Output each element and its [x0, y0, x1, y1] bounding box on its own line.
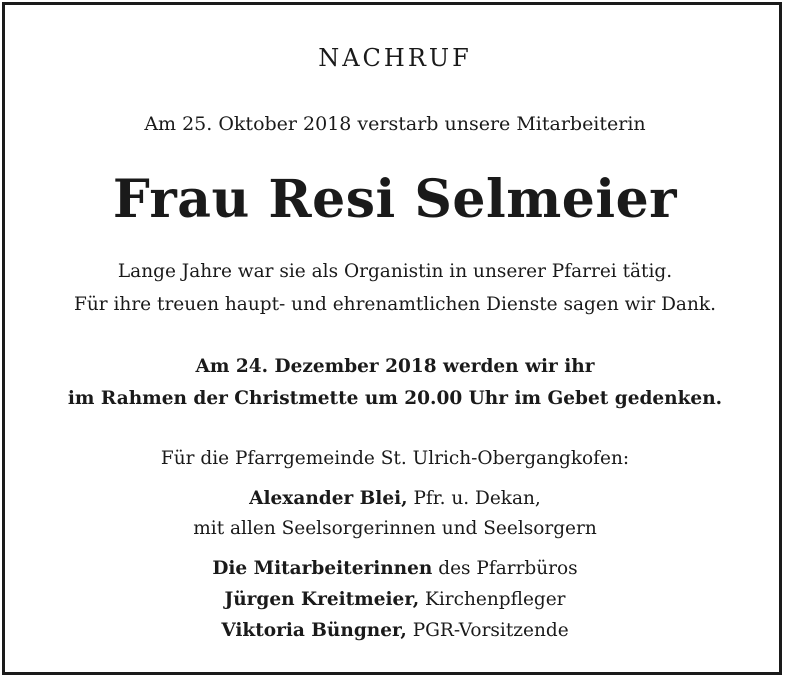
- signatory-pastor: [0, 487, 790, 511]
- tribute-line-2: Für ihre treuen haupt- und ehrenamtlichen Dienste sagen wir Dank.: [74, 294, 716, 315]
- deceased-name: Frau Resi Selmeier: [112, 169, 678, 230]
- signatory-name: Die Mitarbeiterinnen: [212, 558, 433, 579]
- tribute-line-1: Lange Jahre war sie als Organistin in unserer Pfarrei tätig.: [117, 261, 673, 282]
- memorial-line-1: Am 24. Dezember 2018 werden wir ihr: [195, 356, 595, 377]
- signatory-council-chair: [0, 619, 790, 643]
- signatory-name: Viktoria Büngner,: [221, 620, 407, 641]
- notice-heading: NACHRUF: [318, 44, 472, 72]
- signatory-church-warden: [0, 588, 790, 612]
- on-behalf-line: Für die Pfarrgemeinde St. Ulrich-Obergangkofen:: [160, 448, 630, 469]
- signatory-office-staff: [0, 557, 790, 581]
- memorial-line-2: im Rahmen der Christmette um 20.00 Uhr im Gebet gedenken.: [67, 388, 723, 409]
- signatory-name: Jürgen Kreitmeier,: [224, 589, 420, 610]
- notice-intro: Am 25. Oktober 2018 verstarb unsere Mitarbeiterin: [144, 113, 646, 135]
- signatory-role: des Pfarrbüros: [432, 558, 578, 579]
- signatory-role: Pfr. u. Dekan,: [407, 488, 541, 509]
- signatory-name: Alexander Blei,: [249, 488, 408, 509]
- signatory-pastoral-staff: [0, 517, 790, 541]
- signatory-role: Kirchenpfleger: [419, 589, 566, 610]
- signatory-role: mit allen Seelsorgerinnen und Seelsorgern: [193, 518, 597, 539]
- signatory-role: PGR-Vorsitzende: [406, 620, 569, 641]
